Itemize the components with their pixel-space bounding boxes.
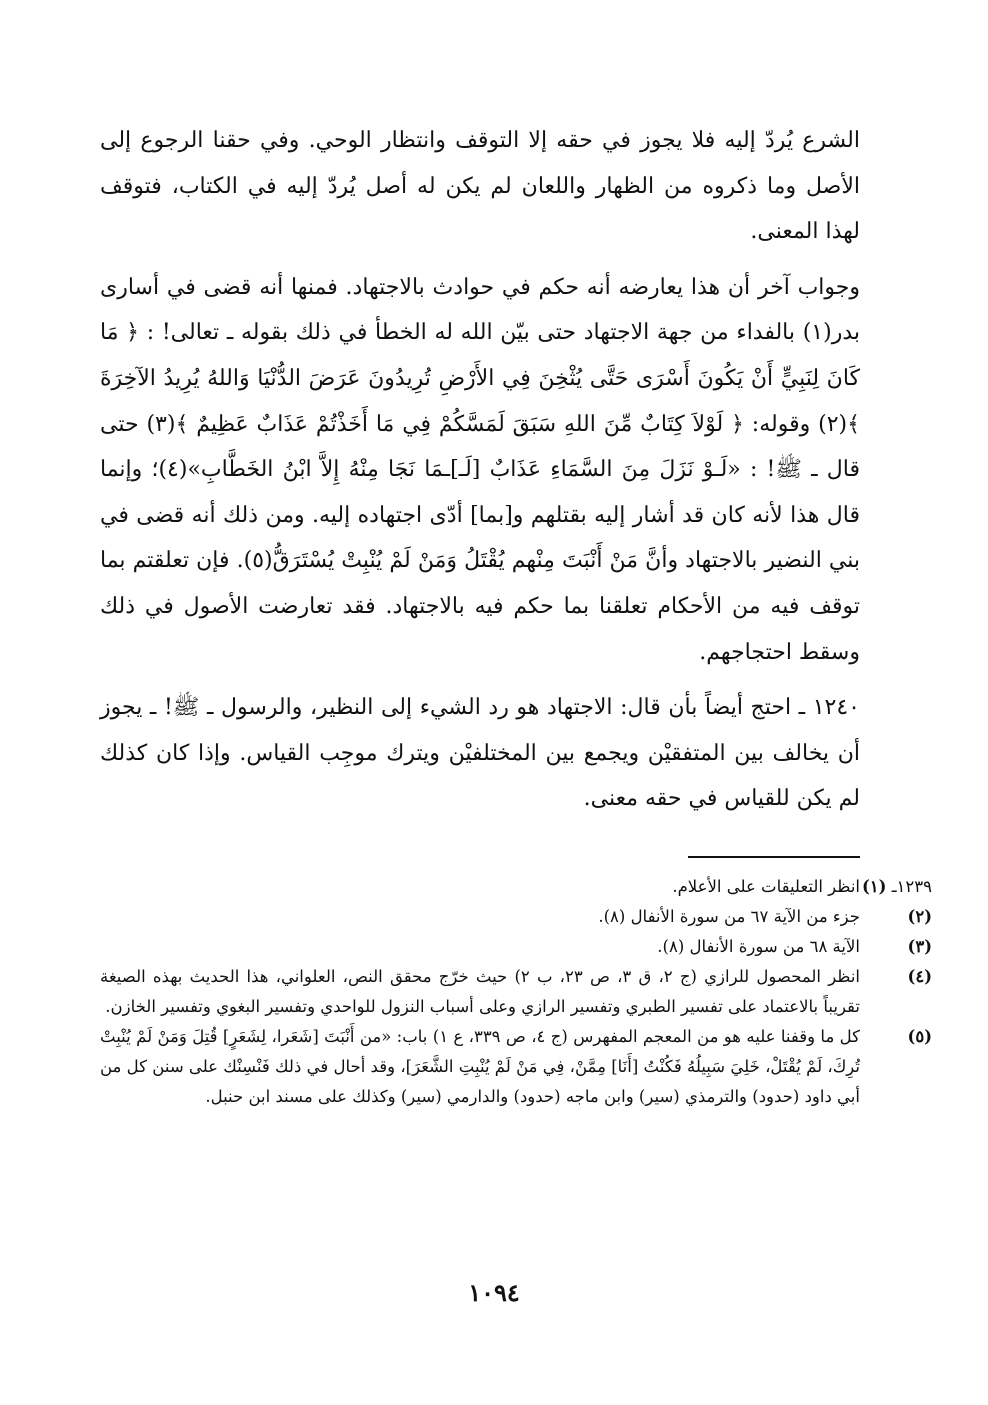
page-number: ١٠٩٤ [468, 1278, 520, 1307]
paragraph-1: الشرع يُردّ إليه فلا يجوز في حقه إلا التوقف وانتظار الوحي. وفي حقنا الرجوع إلى الأصل وما ذكروه من الظهار واللعان لم يكن له أصل يُردّ إليه في الكتاب، فتوقف لهذا المعنى. [100, 128, 860, 245]
footnote-text: جزء من الآية ٦٧ من سورة الأنفال (٨). [598, 907, 860, 926]
footnote-4 [100, 962, 932, 1022]
footnote-1 [100, 872, 932, 902]
main-text [100, 118, 860, 822]
footnote-number: (٤) [907, 967, 932, 986]
footnote-number: (٥) [907, 1027, 932, 1046]
footnote-number: (١) [861, 877, 887, 896]
footnote-number: (٢) [907, 907, 932, 926]
footnotes [100, 872, 932, 1112]
footnote-2 [100, 902, 932, 932]
footnote-text: كل ما وقفنا عليه هو من المعجم المفهرس (ج ٤، ص ٣٣٩، ع ١) باب: «من أَنْبَتَ [شَعَرا، لِشَعَرٍ] قُتِلَ وَمَنْ لَمْ يُنْبِتْ تُرِكَ، لَمْ يُقْتَلْ، خَلِيَ سَبِيلُهُ فَكُنْتُ [أَنَا] مِمَّنْ، فِي مَنْ لَمْ يُنْبِتِ الشَّعَرَ]، وقد أحال في ذلك فَنْسِنْك على سنن كل من أبي داود (حدود) والترمذي (سير) وابن ماجه (حدود) والدارمي (سير) وكذلك على مسند ابن حنبل. [100, 1027, 860, 1106]
footnote-section-number: ١٢٣٩ـ [891, 877, 932, 896]
footnote-text: انظر المحصول للرازي (ج ٢، ق ٣، ص ٢٣، ب ٢) حيث خرّج محقق النص، العلواني، هذا الحديث بهذه الصيغة تقريباً بالاعتماد على تفسير الطبري وتفسير الرازي وعلى أسباب النزول للواحدي وتفسير البغوي وتفسير الخازن. [100, 967, 861, 1016]
footnote-5 [100, 1022, 932, 1112]
footnote-text: الآية ٦٨ من سورة الأنفال (٨). [657, 937, 860, 956]
footnote-3 [100, 932, 932, 962]
paragraph-3: ١٢٤٠ ـ احتج أيضاً بأن قال: الاجتهاد هو رد الشيء إلى النظير، والرسول ـ ﷺ! ـ يجوز أن يخالف بين المتفقيْن ويجمع بين المختلفيْن ويترك موجِب القياس. وإذا كان كذلك لم يكن للقياس في حقه معنى. [100, 695, 860, 812]
footnote-text: انظر التعليقات على الأعلام. [672, 877, 860, 896]
footnote-number: (٣) [907, 937, 932, 956]
footnote-separator [688, 856, 860, 858]
paragraph-2: وجواب آخر أن هذا يعارضه أنه حكم في حوادث بالاجتهاد. فمنها أنه قضى في أسارى بدر(١) بالفداء من جهة الاجتهاد حتى بيّن الله له الخطأ في ذلك بقوله ـ تعالى! : ﴿ مَا كَانَ لِنَبِيٍّ أَنْ يَكُونَ أَسْرَى حَتَّى يُثْخِنَ فِي الأَرْضِ تُرِيدُونَ عَرَضَ الدُّنْيَا وَاللهُ يُرِيدُ الآخِرَةَ ﴾(٢) وقوله: ﴿ لَوْلاَ كِتَابٌ مِّنَ اللهِ سَبَقَ لَمَسَّكُمْ فِي مَا أَخَذْتُمْ عَذَابٌ عَظِيمٌ ﴾(٣) حتى قال ـ ﷺ! : «لَـوْ نَزَلَ مِنَ السَّمَاءِ عَذَابٌ [لَـ]ـمَا نَجَا مِنْهُ إِلاَّ ابْنُ الخَطَّابِ»(٤)؛ وإنما قال هذا لأنه كان قد أشار إليه بقتلهم و[بما] أدّى اجتهاده إليه. ومن ذلك أنه قضى في بني النضير بالاجتهاد وأنَّ مَنْ أَنْبَتَ مِنْهم يُقْتَلُ وَمَنْ لَمْ يُنْبِتْ يُسْتَرَقُّ(٥). فإن تعلقتم بما توقف فيه من الأحكام تعلقنا بما حكم فيه بالاجتهاد. فقد تعارضت الأصول في ذلك وسقط احتجاجهم. [100, 274, 860, 665]
